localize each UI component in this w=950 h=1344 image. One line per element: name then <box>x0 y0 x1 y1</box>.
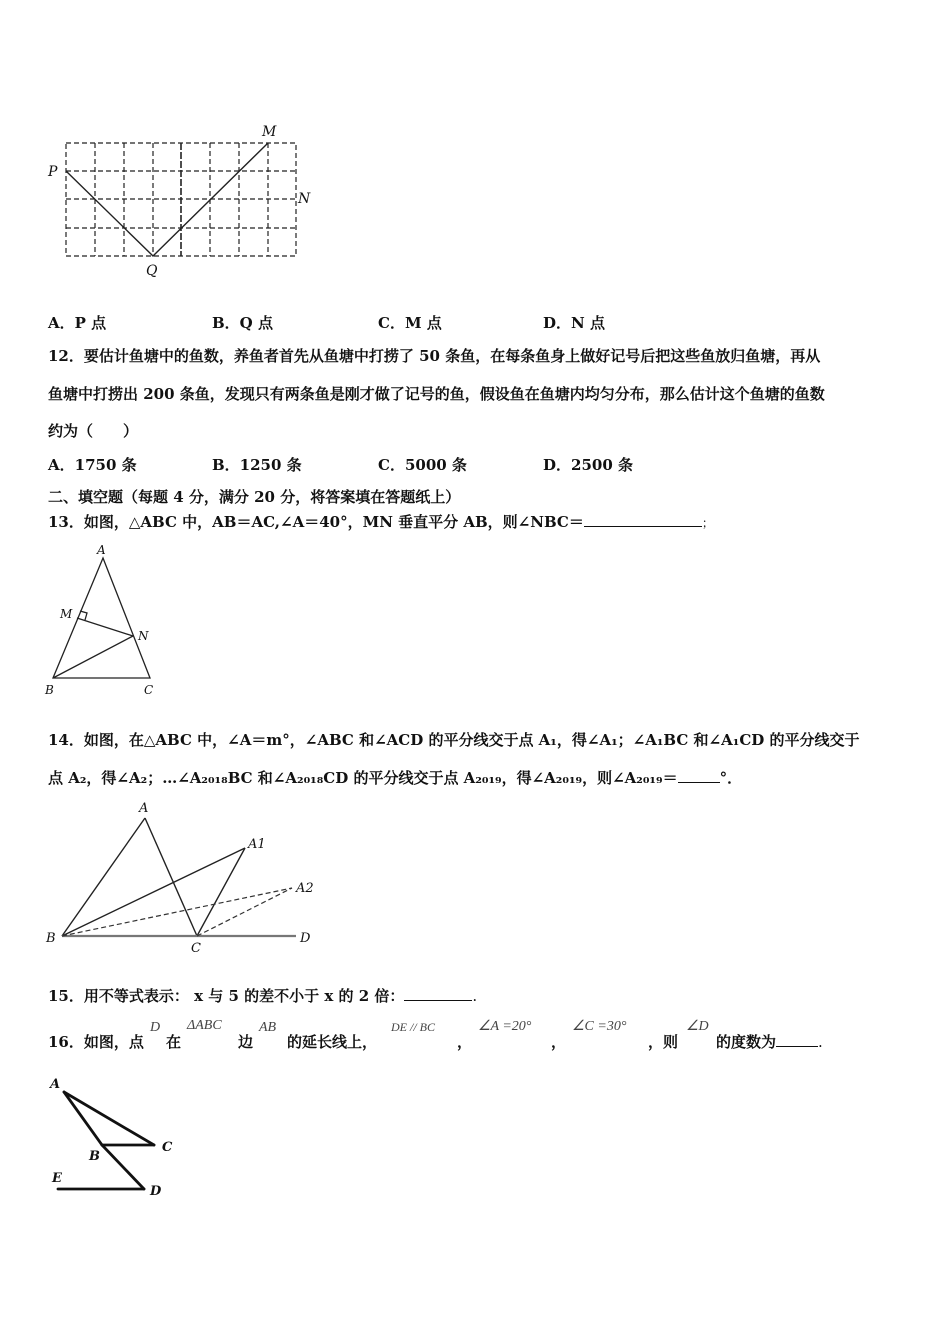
q16-p8: 的度数为 <box>716 1033 777 1051</box>
q16-label-c: C <box>162 1140 173 1155</box>
q16-figure <box>44 1070 194 1205</box>
q12-option-c: C．5000 条 <box>378 456 467 474</box>
q14-triangle-figure <box>40 796 330 961</box>
q14-tail: °． <box>719 769 743 787</box>
q11-option-d: D．N 点 <box>543 314 605 332</box>
q15-tail: . <box>472 987 478 1005</box>
q11-option-b: B．Q 点 <box>212 314 273 332</box>
q12-option-a: A．1750 条 <box>48 456 137 474</box>
q13-question: 13．如图，△ABC 中，AB＝AC,∠A＝40°，MN 垂直平分 AB，则∠NBC＝ <box>48 513 584 531</box>
q14-line-2 <box>48 768 742 788</box>
q11-option-a: A．P 点 <box>48 314 107 332</box>
q14-label-b: B <box>46 931 56 946</box>
q16-tail: . <box>818 1033 823 1051</box>
q16-label-d: D <box>150 1184 162 1199</box>
q16-p2: 在 <box>166 1033 182 1051</box>
q12-line-2: 鱼塘中打捞出 200 条鱼，发现只有两条鱼是刚才做了记号的鱼，假设鱼在鱼塘内均匀分布，那么估计这个鱼塘的鱼数 <box>48 385 825 403</box>
q16-p8-group <box>716 1032 823 1052</box>
label-p: P <box>48 164 58 180</box>
label-m: M <box>262 124 277 140</box>
q16-p3: 边 <box>238 1033 254 1051</box>
q12-line-1: 12．要估计鱼塘中的鱼数，养鱼者首先从鱼塘中打捞了 50 条鱼，在每条鱼身上做好记号后把这些鱼放归鱼塘，再从 <box>48 347 821 365</box>
q16-p5: ， <box>457 1033 473 1051</box>
q13-label-n: N <box>138 629 149 643</box>
q15-answer-blank[interactable] <box>404 986 472 1001</box>
q16-m1: D <box>150 1020 161 1035</box>
q16-label-a: A <box>50 1077 61 1092</box>
q14-label-a1: A1 <box>248 837 266 852</box>
q16-m7: ∠D <box>686 1019 709 1034</box>
q15-question: 15．用不等式表示： x 与 5 的差不小于 x 的 2 倍： <box>48 987 405 1005</box>
q12-option-b: B．1250 条 <box>212 456 302 474</box>
q14-label-a: A <box>139 801 149 816</box>
label-q: Q <box>146 263 158 279</box>
q12-option-d: D．2500 条 <box>543 456 633 474</box>
label-n: N <box>298 191 311 207</box>
q16-label-e: E <box>52 1171 62 1186</box>
q11-option-c: C．M 点 <box>378 314 442 332</box>
q13-answer-blank[interactable] <box>584 512 702 527</box>
q13-label-m: M <box>60 607 73 621</box>
q16-p4: 的延长线上， <box>287 1033 378 1051</box>
q16-p1: 16．如图，点 <box>48 1033 144 1051</box>
q14-label-d: D <box>300 931 311 946</box>
q13-triangle-figure <box>40 540 170 700</box>
q11-grid-figure <box>40 118 330 283</box>
q14-label-c: C <box>191 941 201 956</box>
q16-answer-blank[interactable] <box>776 1032 818 1047</box>
q12-line-3: 约为（ ） <box>48 422 139 440</box>
q15-text <box>48 986 477 1006</box>
q13-label-c: C <box>144 683 154 697</box>
q16-m6: ∠C =30° <box>572 1019 627 1034</box>
q16-label-b: B <box>89 1149 100 1164</box>
q16-m4: DE // BC <box>391 1020 435 1034</box>
q16-m3: AB <box>259 1020 277 1035</box>
q13-tail: ； <box>701 516 714 530</box>
section-2-title: 二、填空题（每题 4 分，满分 20 分，将答案填在答题纸上） <box>48 488 461 506</box>
q13-label-a: A <box>97 543 106 557</box>
q13-label-b: B <box>45 683 54 697</box>
q14-line-2-text: 点 A₂，得∠A₂；…∠A₂₀₁₈BC 和∠A₂₀₁₈CD 的平分线交于点 A₂₀₁₉，得∠A₂₀₁₉，则∠A₂₀₁₉＝ <box>48 769 678 787</box>
q14-line-1: 14．如图，在△ABC 中，∠A＝m°，∠ABC 和∠ACD 的平分线交于点 A₁，得∠A₁；∠A₁BC 和∠A₁CD 的平分线交于 <box>48 731 860 749</box>
q14-answer-blank[interactable] <box>678 768 720 783</box>
q16-m5: ∠A =20° <box>478 1019 532 1034</box>
q16-p7: ，则 <box>648 1033 679 1051</box>
q14-label-a2: A2 <box>296 881 314 896</box>
q13-text <box>48 512 714 533</box>
q16-m2: ΔABC <box>187 1018 222 1033</box>
q16-p6: ， <box>551 1033 567 1051</box>
